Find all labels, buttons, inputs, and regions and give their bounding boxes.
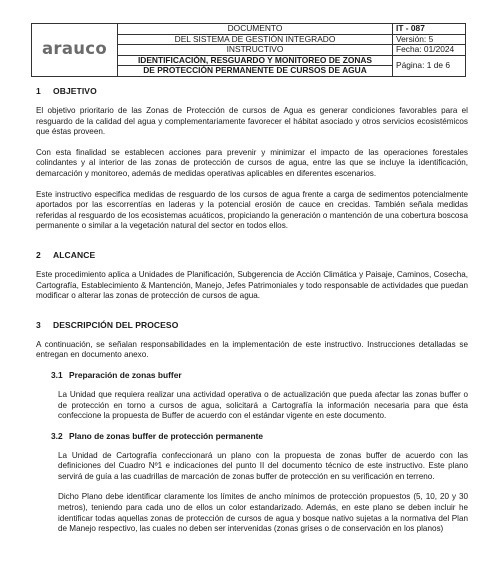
document-body — [36, 82, 468, 535]
paragraph: La Unidad de Cartografía confeccionará un plano con la propuesta de zonas buffer de acuerdo con las definiciones del Cuadro Nº1 e indicaciones del punto II del documento técnico de este instructivo. Este plano servirá de guía a las cuadrillas de marcación de zonas buffer de protección en su verificación en terreno. — [58, 450, 468, 481]
paragraph: Este instructivo especifica medidas de resguardo de los cursos de agua frente a carga de sedimentos potencialmente aportados por las escorrentías en laderas y la potencial erosión de cauce en crecidas. También señala medidas referidas al resguardo de los ecosistemas acuáticos, propiciando la generación o mantención de una cobertura boscosa permanente o similar a la vegetación natural del sector en todos ellos. — [36, 189, 468, 231]
paragraph: Dicho Plano debe identificar claramente los límites de ancho mínimos de protección propuestos (5, 10, 20 y 30 metros), teniendo para cada uno de ellos un color estandarizado. Además, en este plano se deben incluir he identificar todas aquellas zonas de protección de cursos de agua y bosque nativo sujetas a la normativa del Plan de Manejo respectivo, las cuales no deben ser intervenidas (zonas grises o de conservación en los planos) — [58, 492, 468, 534]
doc-title-line2: DE PROTECCIÓN PERMANENTE DE CURSOS DE AGUA — [118, 66, 393, 77]
paragraph: El objetivo prioritario de las Zonas de Protección de cursos de Agua es generar condiciones favorables para el resguardo de la calidad del agua y complementariamente favorecer el hábitat asociado y otros servicios ecosistémicos que éstas proveen. — [36, 106, 468, 137]
document-header-table — [31, 23, 466, 77]
section-title: OBJETIVO — [53, 86, 97, 96]
doc-page-number: Página: 1 de 6 — [393, 55, 466, 76]
section-number: 1 — [36, 86, 41, 96]
section-number: 2 — [36, 249, 41, 260]
subsection-heading-plano — [51, 431, 468, 442]
section-heading-descripcion — [36, 320, 468, 331]
section-number: 3 — [36, 319, 41, 330]
subsection-number: 3.1 — [51, 369, 63, 380]
doc-date: Fecha: 01/2024 — [393, 45, 466, 56]
doc-line2: DEL SISTEMA DE GESTIÓN INTEGRADO — [118, 34, 393, 45]
subsection-heading-preparacion — [51, 370, 468, 381]
subsection-number: 3.2 — [51, 430, 63, 441]
paragraph: Este procedimiento aplica a Unidades de Planificación, Subgerencia de Acción Climática y Paisaje, Caminos, Cosecha, Cartografía, Establecimiento & Mantención, Manejo, Jefes Patrimoniales y todo responsable de actividades que puedan modificar o alterar las zonas de protección de cursos de agua. — [36, 269, 468, 301]
arauco-logo: arauco — [41, 38, 108, 58]
section-heading-objetivo — [36, 86, 468, 97]
doc-line1: DOCUMENTO — [118, 24, 393, 35]
logo-cell — [32, 24, 118, 77]
section-title: DESCRIPCIÓN DEL PROCESO — [53, 319, 179, 330]
subsection-title: Preparación de zonas buffer — [69, 369, 182, 380]
doc-version: Versión: 5 — [393, 34, 466, 45]
paragraph: A continuación, se señalan responsabilidades en la implementación de este instructivo. Instrucciones detalladas se entregan en documento anexo. — [36, 339, 468, 360]
section-heading-alcance — [36, 250, 468, 261]
paragraph: Con esta finalidad se establecen acciones para prevenir y minimizar el impacto de las operaciones forestales colindantes y al interior de las zonas de protección de cursos de agua, entre las que se incluye la identificación, demarcación y monitoreo, además de medidas operativas aplicables en diferentes escenarios. — [36, 147, 468, 178]
section-title: ALCANCE — [53, 249, 96, 260]
doc-type: INSTRUCTIVO — [118, 45, 393, 56]
paragraph: La Unidad que requiera realizar una actividad operativa o de actualización que pueda afectar las zonas buffer o de protección en torno a cursos de agua, solicitará a Cartografía la información necesaria para que ésta confeccione la propuesta de Buffer de acuerdo con el estándar vigente en este documento. — [58, 389, 468, 421]
doc-code: IT - 087 — [393, 24, 466, 35]
doc-title-line1: IDENTIFICACIÓN, RESGUARDO Y MONITOREO DE ZONAS — [118, 55, 393, 66]
subsection-title: Plano de zonas buffer de protección permanente — [69, 430, 264, 441]
